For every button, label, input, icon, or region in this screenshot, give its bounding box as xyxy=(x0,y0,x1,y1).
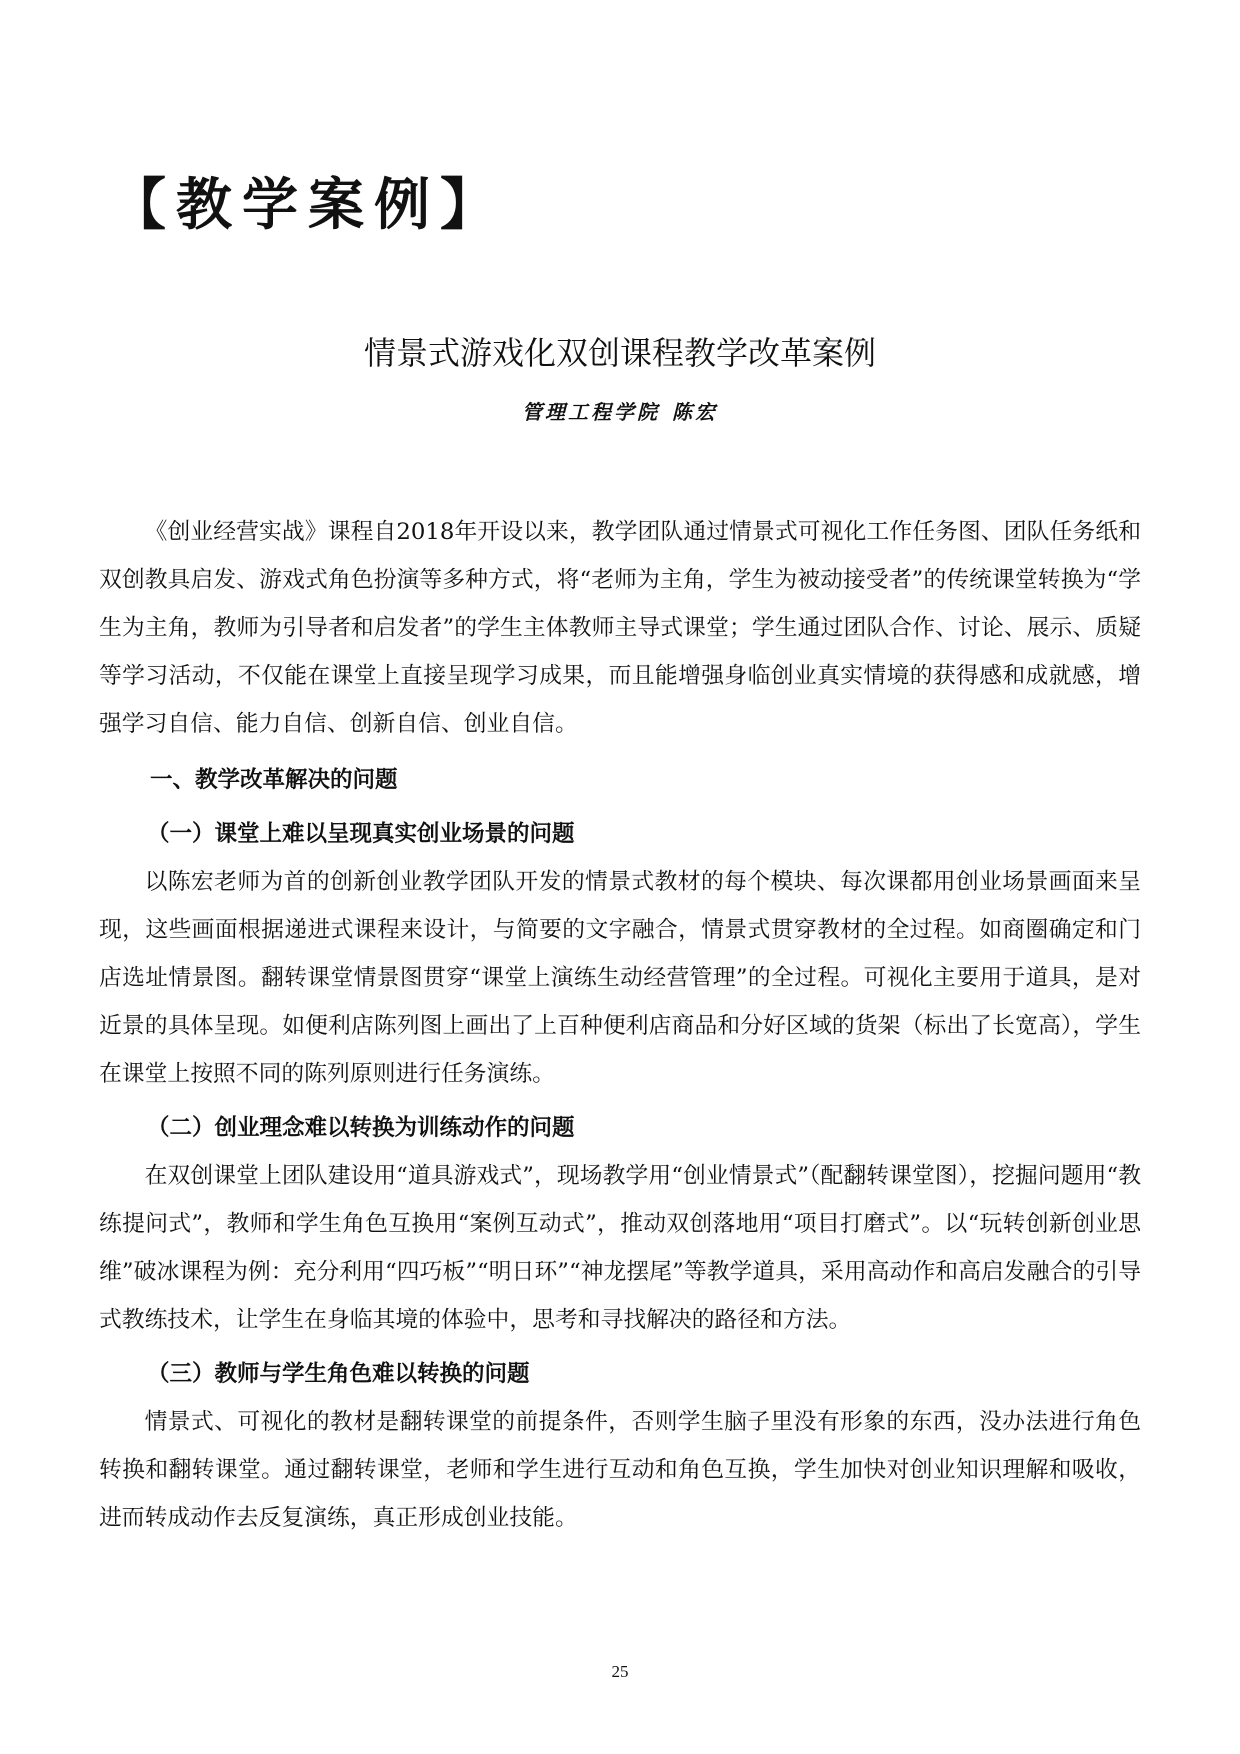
subsection-paragraph-1: 以陈宏老师为首的创新创业教学团队开发的情景式教材的每个模块、每次课都用创业场景画面来呈现，这些画面根据递进式课程来设计，与简要的文字融合，情景式贯穿教材的全过程。如商圈确定和门店选址情景图。翻转课堂情景图贯穿“课堂上演练生动经营管理”的全过程。可视化主要用于道具，是对近景的具体呈现。如便利店陈列图上画出了上百种便利店商品和分好区域的货架（标出了长宽高），学生在课堂上按照不同的陈列原则进行任务演练。 xyxy=(99,869,1141,1087)
author-affiliation: 管理工程学院 xyxy=(522,400,660,424)
subsection-heading-1: （一）课堂上难以呈现真实创业场景的问题 xyxy=(147,821,575,847)
section-tag: 【教学案例】 xyxy=(110,173,506,238)
subsection-heading-2: （二）创业理念难以转换为训练动作的问题 xyxy=(147,1115,575,1141)
subsection-paragraph-2: 在双创课堂上团队建设用“道具游戏式”，现场教学用“创业情景式”（配翻转课堂图），挖掘问题用“教练提问式”，教师和学生角色互换用“案例互动式”，推动双创落地用“项目打磨式”。以“玩转创新创业思维”破冰课程为例：充分利用“四巧板”“明日环”“神龙摆尾”等教学道具，采用高动作和高启发融合的引导式教练技术，让学生在身临其境的体验中，思考和寻找解决的路径和方法。 xyxy=(99,1163,1141,1333)
intro-paragraph: 《创业经营实战》课程自2018年开设以来，教学团队通过情景式可视化工作任务图、团队任务纸和双创教具启发、游戏式角色扮演等多种方式，将“老师为主角，学生为被动接受者”的传统课堂转换为“学生为主角，教师为引导者和启发者”的学生主体教师主导式课堂；学生通过团队合作、讨论、展示、质疑等学习活动，不仅能在课堂上直接呈现学习成果，而且能增强身临创业真实情境的获得感和成就感，增强学习自信、能力自信、创新自信、创业自信。 xyxy=(99,519,1141,737)
section-heading: 一、教学改革解决的问题 xyxy=(150,767,398,793)
subsection-heading-3: （三）教师与学生角色难以转换的问题 xyxy=(147,1361,530,1387)
subsection-paragraph-3: 情景式、可视化的教材是翻转课堂的前提条件，否则学生脑子里没有形象的东西，没办法进行角色转换和翻转课堂。通过翻转课堂，老师和学生进行互动和角色互换，学生加快对创业知识理解和吸收，进而转成动作去反复演练，真正形成创业技能。 xyxy=(99,1409,1141,1531)
page-number: 25 xyxy=(611,1662,629,1681)
article-title: 情景式游戏化双创课程教学改革案例 xyxy=(363,334,876,372)
author-name: 陈宏 xyxy=(672,400,718,424)
author-line xyxy=(0,396,1240,425)
article-body xyxy=(99,508,1141,1542)
